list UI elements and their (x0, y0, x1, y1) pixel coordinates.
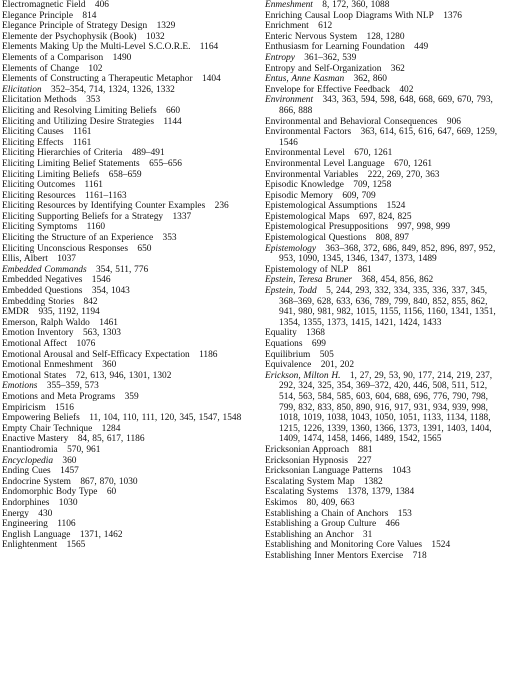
index-term: Eliciting Hierarchies of Criteria (2, 148, 123, 159)
index-term: Environmental and Behavioral Consequences (265, 116, 438, 127)
index-page-numbers: 660 (165, 105, 181, 116)
index-term: Eliciting Symptoms (2, 222, 78, 233)
index-entry (2, 95, 257, 106)
index-entry (2, 11, 257, 22)
index-term: Emotion Inventory (2, 328, 74, 339)
index-page-numbers: 658–659 (108, 169, 142, 180)
index-page-numbers: 8, 172, 360, 1088 (322, 0, 390, 10)
index-page-numbers: 699 (311, 339, 326, 349)
index-entry (2, 434, 257, 445)
index-term: Eliciting Unconscious Responses (2, 243, 128, 254)
index-page-numbers: 128, 1280 (366, 31, 405, 42)
index-page-numbers: 31 (362, 529, 373, 540)
index-page-numbers: 670, 1261 (354, 148, 393, 159)
index-term: Embedded Negatives (2, 275, 83, 286)
index-term: Endomorphic Body Type (2, 487, 98, 498)
index-term: Epistemological Maps (265, 211, 350, 222)
index-page-numbers: 842 (83, 296, 98, 307)
index-page-numbers: 867, 870, 1030 (80, 476, 138, 487)
index-term: Elements of Constructing a Therapeutic Metaphor (2, 74, 193, 85)
index-entry (265, 95, 505, 116)
index-page-numbers: 222, 269, 270, 363 (367, 169, 440, 180)
index-term: Equality (265, 328, 297, 339)
index-page-numbers: 1161 (72, 137, 92, 148)
index-entry (2, 0, 257, 11)
index-term: Eliciting Resources (2, 190, 76, 201)
index-term: Elegance Principle of Strategy Design (2, 21, 148, 32)
index-entry (265, 42, 505, 53)
index-page-numbers: 1186 (199, 349, 218, 360)
index-term: Environmental Variables (265, 169, 359, 180)
index-term: Elicitation (2, 84, 42, 95)
index-entry (2, 381, 257, 392)
index-entry (265, 11, 505, 22)
index-term: Emotional Arousal and Self-Efficacy Expectation (2, 349, 190, 360)
index-page-numbers: 236 (214, 201, 229, 212)
index-term: Entropy (265, 52, 295, 63)
index-page-numbers: 997, 998, 999 (397, 222, 451, 233)
index-column-right (265, 0, 505, 561)
index-term: Emotions (2, 381, 38, 392)
index-entry (2, 170, 257, 181)
index-entry (265, 0, 505, 11)
index-term: Eliciting Limiting Belief Statements (2, 158, 140, 169)
index-entry (2, 127, 257, 138)
index-term: Epistemological Questions (265, 233, 367, 244)
index-entry (265, 540, 505, 551)
index-term: Eliciting Causes (2, 127, 64, 138)
index-term: Entus, Anne Kasman (265, 74, 345, 85)
index-entry (2, 148, 257, 159)
index-term: Endocrine System (2, 476, 71, 487)
index-entry (265, 159, 505, 170)
index-entry (265, 180, 505, 191)
index-term: Embedded Questions (2, 286, 83, 297)
index-entry (2, 424, 257, 435)
index-term: Eskimos (265, 497, 298, 508)
index-page-numbers: 363–368, 372, 686, 849, 852, 896, 897, 952, 953, 1090, 1345, 1346, 1347, 1373, 1489 (279, 243, 496, 265)
index-term: Elicitation Methods (2, 95, 77, 106)
index-page-numbers: 353 (86, 95, 101, 106)
index-entry (2, 159, 257, 170)
index-entry (265, 530, 505, 541)
index-entry (2, 74, 257, 85)
index-entry (265, 360, 505, 371)
index-term: Epstein, Teresa Bruner (265, 275, 353, 286)
index-entry (265, 32, 505, 43)
index-entry (2, 254, 257, 265)
index-term: Empiricism (2, 402, 46, 413)
index-entry (265, 509, 505, 520)
index-term: Energy (2, 508, 29, 519)
index-page-numbers: 1161 (84, 180, 103, 191)
index-term: Electromagnetic Field (2, 0, 86, 10)
index-page-numbers: 354, 1043 (91, 286, 130, 297)
index-term: Epistemological Assumptions (265, 201, 378, 212)
index-term: Enteric Nervous System (265, 31, 358, 42)
index-term: Eliciting the Structure of an Experience (2, 233, 154, 244)
index-page-numbers: 609, 709 (342, 190, 376, 201)
index-entry (265, 222, 505, 233)
index-entry (265, 53, 505, 64)
index-term: Eliciting Effects (2, 137, 64, 148)
index-entry (265, 212, 505, 223)
index-page-numbers: 363, 614, 615, 616, 647, 669, 1259, 1546 (279, 127, 498, 148)
index-page-numbers: 563, 1303 (82, 328, 121, 339)
index-entry (2, 540, 257, 551)
index-entry (265, 328, 505, 339)
index-page-numbers: 1030 (58, 497, 78, 508)
index-term: Environment (265, 95, 314, 106)
index-page-numbers: 1161–1163 (85, 190, 127, 201)
index-page-numbers: 935, 1192, 1194 (38, 307, 100, 318)
index-term: Eliciting Supporting Beliefs for a Strategy (2, 211, 164, 222)
index-page-numbers: 359 (124, 391, 139, 402)
index-term: Eliciting and Resolving Limiting Beliefs (2, 105, 157, 116)
index-page-numbers: 1404 (201, 74, 221, 85)
index-term: Envelope for Effective Feedback (265, 84, 390, 95)
index-entry (265, 117, 505, 128)
index-page-numbers: 1382 (363, 476, 383, 487)
index-entry (265, 233, 505, 244)
index-page-numbers: 466 (385, 519, 400, 530)
index-page-numbers: 355–359, 573 (46, 381, 99, 392)
index-page-numbers: 360 (62, 455, 77, 466)
index-term: Enriching Causal Loop Diagrams With NLP (265, 10, 434, 21)
index-entry (2, 403, 257, 414)
index-page-numbers: 570, 961 (67, 444, 101, 455)
index-entry (2, 32, 257, 43)
index-entry (2, 180, 257, 191)
index-term: Escalating System Map (265, 476, 355, 487)
index-term: Endorphines (2, 497, 50, 508)
index-term: Enactive Mastery (2, 434, 69, 445)
index-page-numbers: 354, 511, 776 (95, 264, 149, 275)
index-page-numbers: 861 (357, 264, 372, 275)
index-entry (2, 530, 257, 541)
index-term: Empowering Beliefs (2, 413, 80, 424)
index-term: Episodic Memory (265, 190, 333, 201)
index-entry (2, 328, 257, 339)
index-term: Enlightenment (2, 540, 58, 551)
index-entry (265, 21, 505, 32)
index-term: Ellis, Albert (2, 254, 48, 265)
index-term: Enmeshment (265, 0, 313, 10)
index-term: Elemente der Psychophysik (Book) (2, 31, 137, 42)
index-term: Equilibrium (265, 349, 311, 360)
index-page-numbers: 1368 (306, 328, 325, 339)
index-page-numbers: 612 (318, 21, 333, 32)
index-term: Environmental Factors (265, 127, 352, 138)
index-entry (2, 466, 257, 477)
index-entry (265, 350, 505, 361)
index-page-numbers: 5, 244, 293, 332, 334, 335, 336, 337, 345, 368–369, 628, 633, 636, 789, 799, 840, 852, 855, 862, 941, 980, 981, 982, 1015, 1155, 1156, 1160, 1341, 1351, 1354, 1355, 1373, 1415, 1421, 1424, 1433 (279, 286, 496, 328)
index-entry (265, 275, 505, 286)
index-page-numbers: 227 (357, 455, 372, 466)
index-term: Establishing Inner Mentors Exercise (265, 550, 404, 561)
index-entry (2, 456, 257, 467)
index-page-numbers: 1037 (57, 254, 76, 265)
index-page-numbers: 353 (162, 233, 177, 244)
index-entry (265, 498, 505, 509)
index-page-numbers: 352–354, 714, 1324, 1326, 1332 (50, 84, 175, 95)
index-entry (2, 233, 257, 244)
index-term: Equations (265, 339, 303, 349)
index-page-numbers: 1516 (55, 402, 74, 413)
index-entry (2, 212, 257, 223)
index-entry (2, 64, 257, 75)
index-page-numbers: 153 (397, 508, 412, 519)
index-term: Embedded Commands (2, 264, 87, 275)
index-entry (2, 85, 257, 96)
index-term: Elements Making Up the Multi-Level S.C.O.R.E. (2, 42, 191, 53)
index-entry (265, 85, 505, 96)
index-page-numbers: 1164 (199, 42, 219, 53)
index-entry (2, 371, 257, 382)
index-page-numbers: 808, 897 (375, 233, 409, 244)
index-page-numbers: 430 (38, 508, 53, 519)
index-entry (2, 21, 257, 32)
index-term: Embedding Stories (2, 296, 75, 307)
index-entry (2, 413, 257, 424)
index-page-numbers: 1043 (392, 466, 411, 477)
index-page-numbers: 1376 (443, 10, 462, 21)
index-term: Establishing and Monitoring Core Values (265, 540, 423, 551)
index-page-numbers: 1, 27, 29, 53, 90, 177, 214, 219, 237, 292, 324, 325, 354, 369–372, 420, 446, 508, 511, 512, 514, 563, 584, 585, 603, 604, 688, 696, 776, 790, 798, 799, 832, 833, 850, 890, 916, 917, 931, 934, 939, 998, 1018, 1019, 1038, 1043, 1050, 1051, 1133, 1134, 1188, 1215, 1226, 1339, 1360, 1366, 1373, 1391, 1403, 1404, 1409, 1474, 1458, 1466, 1489, 1542, 1565 (279, 370, 493, 445)
index-page-numbers: 201, 202 (320, 360, 355, 371)
index-term: Environmental Level Language (265, 158, 385, 169)
index-entry (2, 201, 257, 212)
index-entry (265, 551, 505, 562)
index-term: Ending Cues (2, 466, 51, 477)
index-entry (2, 297, 257, 308)
index-entry (265, 244, 505, 265)
index-term: Epstein, Todd (265, 286, 317, 297)
index-term: Equivalence (265, 360, 312, 371)
index-page-numbers: 1106 (57, 519, 76, 530)
index-page-numbers: 655–656 (149, 158, 182, 169)
index-entry (2, 318, 257, 329)
index-term: English Language (2, 529, 71, 540)
index-page-numbers: 60 (106, 487, 117, 498)
index-entry (265, 191, 505, 202)
index-entry (2, 519, 257, 530)
index-term: Epistemology (265, 243, 317, 254)
index-page-numbers: 814 (82, 10, 97, 21)
index-term: Ericksonian Approach (265, 444, 350, 455)
index-term: Establishing a Group Culture (265, 519, 377, 530)
index-entry (265, 148, 505, 159)
index-page-numbers: 402 (399, 84, 414, 95)
index-page-numbers: 650 (137, 243, 152, 254)
index-page-numbers: 881 (358, 444, 373, 455)
index-page-numbers: 362 (390, 63, 405, 74)
index-page-numbers: 670, 1261 (394, 158, 433, 169)
index-page-numbers: 406 (94, 0, 109, 10)
index-page-numbers: 1144 (163, 116, 182, 127)
index-entry (2, 498, 257, 509)
index-term: Emerson, Ralph Waldo (2, 317, 90, 328)
index-term: Environmental Level (265, 148, 345, 159)
index-term: Emotional States (2, 370, 67, 381)
index-page-numbers: 906 (446, 116, 461, 127)
index-term: Eliciting Resources by Identifying Counter Examples (2, 201, 206, 212)
index-term: EMDR (2, 307, 30, 318)
index-entry (2, 106, 257, 117)
index-entry (2, 307, 257, 318)
index-entry (265, 456, 505, 467)
index-page-numbers: 1337 (172, 211, 192, 222)
index-entry (265, 519, 505, 530)
index-term: Encyclopedia (2, 455, 54, 466)
index-entry (265, 265, 505, 276)
index-term: Enantiodromia (2, 444, 58, 455)
index-page-numbers: 84, 85, 617, 1186 (77, 434, 145, 445)
index-page-numbers: 1524 (431, 540, 451, 551)
index-page-numbers: 505 (319, 349, 334, 360)
index-term: Episodic Knowledge (265, 180, 344, 191)
index-entry (2, 42, 257, 53)
index-page-numbers: 72, 613, 946, 1301, 1302 (75, 370, 172, 381)
index-page-numbers: 1161 (73, 127, 92, 138)
index-entry (2, 286, 257, 297)
index-page-numbers: 1371, 1462 (79, 529, 123, 540)
index-term: Eliciting Outcomes (2, 180, 76, 191)
index-page-numbers: 1524 (386, 201, 406, 212)
index-entry (2, 191, 257, 202)
index-entry (2, 477, 257, 488)
index-term: Establishing a Chain of Anchors (265, 508, 389, 519)
index-term: Emotional Enmeshment (2, 360, 93, 371)
index-term: Eliciting and Utilizing Desire Strategies (2, 116, 154, 127)
index-entry (265, 477, 505, 488)
index-entry (265, 64, 505, 75)
index-page-numbers: 1457 (60, 466, 79, 477)
index-page-numbers: 11, 104, 110, 111, 120, 345, 1547, 1548 (89, 413, 242, 424)
index-entry (265, 445, 505, 456)
index-entry (265, 170, 505, 181)
index-page-numbers: 449 (414, 42, 429, 53)
index-term: Emotional Affect (2, 339, 68, 349)
index-term: Ericksonian Hypnosis (265, 455, 349, 466)
index-entry (2, 244, 257, 255)
index-page-numbers: 1546 (91, 275, 111, 286)
index-term: Ericksonian Language Patterns (265, 466, 383, 477)
index-page-numbers: 489–491 (131, 148, 165, 159)
index-page-numbers: 360 (102, 360, 117, 371)
index-page-numbers: 343, 363, 594, 598, 648, 668, 669, 670, 793, 866, 888 (279, 95, 493, 116)
index-entry (2, 360, 257, 371)
index-column-left (2, 0, 257, 551)
index-entry (2, 509, 257, 520)
index-page-numbers: 718 (412, 550, 427, 561)
index-page-numbers: 1329 (156, 21, 176, 32)
index-entry (265, 127, 505, 148)
index-page-numbers: 102 (88, 63, 103, 74)
index-term: Enrichment (265, 21, 309, 32)
index-term: Elements of a Comparison (2, 52, 104, 63)
index-term: Engineering (2, 519, 48, 530)
index-entry (265, 286, 505, 328)
index-entry (2, 350, 257, 361)
index-term: Enthusiasm for Learning Foundation (265, 42, 405, 53)
index-page-numbers: 1490 (112, 52, 132, 63)
index-term: Erickson, Milton H. (265, 370, 341, 381)
index-entry (265, 371, 505, 445)
index-entry (2, 138, 257, 149)
index-entry (2, 487, 257, 498)
index-term: Escalating Systems (265, 487, 339, 498)
index-page-numbers: 709, 1258 (353, 180, 392, 191)
index-entry (2, 392, 257, 403)
index-term: Epistemology of NLP (265, 264, 349, 275)
index-page-numbers: 1378, 1379, 1384 (347, 487, 415, 498)
index-term: Entropy and Self-Organization (265, 63, 382, 74)
index-entry (2, 222, 257, 233)
index-entry (2, 275, 257, 286)
index-entry (265, 201, 505, 212)
index-entry (265, 487, 505, 498)
index-page-numbers: 1565 (66, 540, 86, 551)
index-page-numbers: 1032 (145, 31, 165, 42)
index-page-numbers: 368, 454, 856, 862 (361, 275, 434, 286)
index-page-numbers: 1461 (99, 317, 118, 328)
index-term: Eliciting Limiting Beliefs (2, 169, 100, 180)
index-entry (2, 53, 257, 64)
index-term: Empty Chair Technique (2, 423, 93, 434)
index-entry (2, 265, 257, 276)
index-term: Elements of Change (2, 63, 80, 74)
index-page-numbers: 362, 860 (353, 74, 387, 85)
index-term: Epistemological Presuppositions (265, 222, 389, 233)
index-entry (265, 339, 505, 350)
index-term: Emotions and Meta Programs (2, 391, 116, 402)
index-page-numbers: 1160 (86, 222, 106, 233)
index-page-numbers: 1076 (76, 339, 96, 349)
index-page-numbers: 361–362, 539 (304, 52, 357, 63)
index-entry (265, 74, 505, 85)
index-entry (265, 466, 505, 477)
index-page-numbers: 80, 409, 663 (306, 497, 355, 508)
index-entry (2, 339, 257, 350)
index-page-numbers: 697, 824, 825 (358, 211, 412, 222)
index-entry (2, 117, 257, 128)
index-term: Elegance Principle (2, 10, 74, 21)
index-page-numbers: 1284 (101, 423, 121, 434)
index-term: Establishing an Anchor (265, 529, 354, 540)
index-entry (2, 445, 257, 456)
